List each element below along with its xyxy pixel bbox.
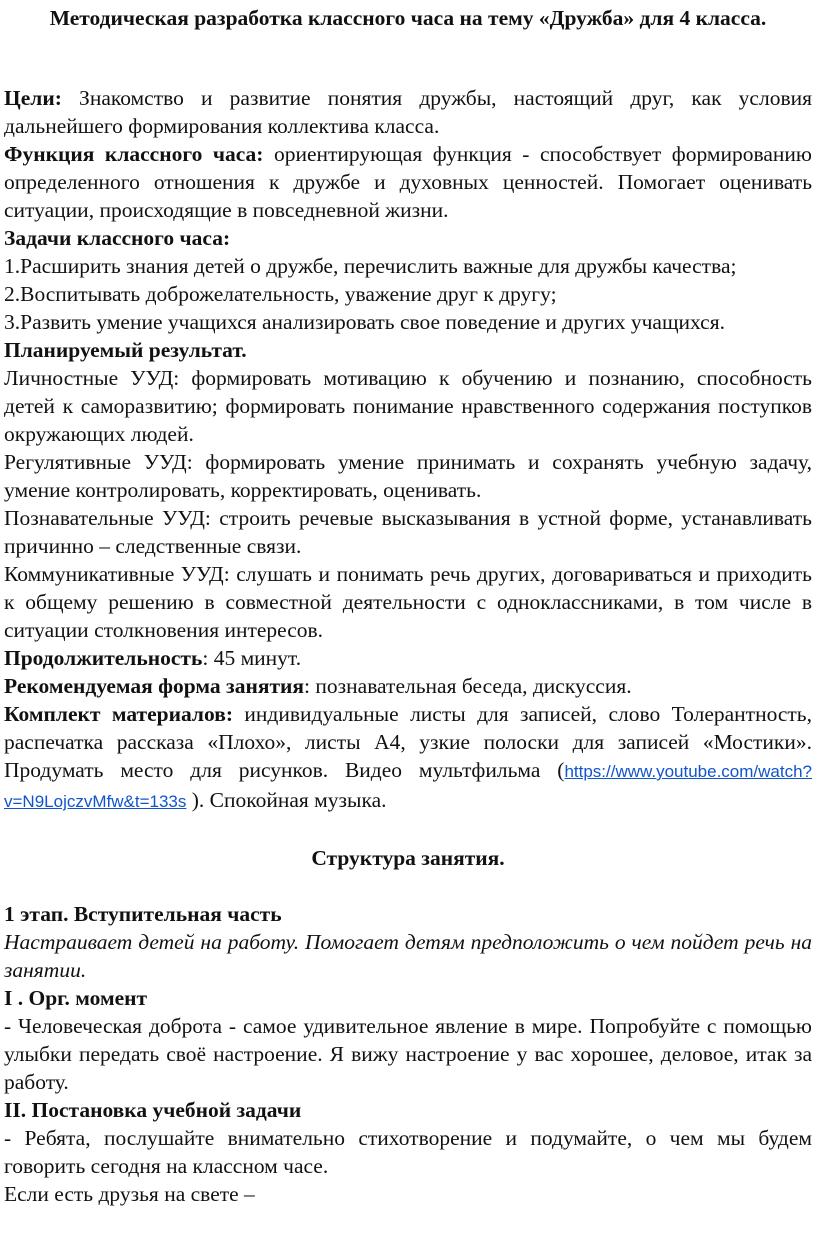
materials-after: ). Спокойная музыка.	[186, 788, 387, 812]
materials-paragraph	[4, 700, 812, 816]
result-cognitive: Познавательные УУД: строить речевые высказывания в устной форме, устанавливать причинно – следственные связи.	[4, 506, 812, 558]
form-text: : познавательная беседа, дискуссия.	[304, 674, 632, 698]
function-text: ориентирующая функция - способствует формированию определенного отношения к дружбе и духовных ценностей. Помогает оценивать ситуации, происходящие в повседневной жизни.	[4, 142, 812, 222]
stage1-heading: 1 этап. Вступительная часть	[4, 902, 282, 926]
duration-paragraph	[4, 644, 812, 672]
video-link[interactable]: https://www.youtube.com/watch?v=N9LojczvMfw&t=133s	[4, 762, 812, 811]
task-item: 3.Развить умение учащихся анализировать свое поведение и других учащихся.	[4, 310, 725, 334]
result-regulatory: Регулятивные УУД: формировать умение принимать и сохранять учебную задачу, умение контролировать, корректировать, оценивать.	[4, 450, 812, 502]
form-paragraph	[4, 672, 812, 700]
materials-text: индивидуальные листы для записей, слово Толерантность, распечатка рассказа «Плохо», листы А4, узкие полоски для записей «Мостики». Продумать место для рисунков. Видео мультфильма (	[4, 702, 812, 782]
duration-label: Продолжительность	[4, 646, 203, 670]
goals-text: Знакомство и развитие понятия дружбы, настоящий друг, как условия дальнейшего формирования коллектива класса.	[4, 86, 812, 138]
org-text: - Человеческая доброта - самое удивительное явление в мире. Попробуйте с помощью улыбки передать своё настроение. Я вижу настроение у вас хорошее, деловое, итак за работу.	[4, 1014, 812, 1094]
form-label: Рекомендуемая форма занятия	[4, 674, 305, 698]
structure-heading: Структура занятия.	[311, 846, 505, 870]
duration-text: : 45 минут.	[202, 646, 302, 670]
page-title: Методическая разработка классного часа на тему «Дружба» для 4 класса.	[49, 6, 767, 30]
function-paragraph	[4, 140, 812, 224]
results-heading: Планируемый результат.	[4, 338, 247, 362]
result-communicative: Коммуникативные УУД: слушать и понимать речь других, договариваться и приходить к общему решению в совместной деятельности с одноклассниками, в том числе в ситуации столкновения интересов.	[4, 562, 812, 642]
goals-label: Цели:	[4, 86, 62, 110]
task-setting-text: - Ребята, послушайте внимательно стихотворение и подумайте, о чем мы будем говорить сегодня на классном часе.	[4, 1126, 812, 1178]
tasks-heading: Задачи классного часа:	[4, 226, 231, 250]
task-item: 2.Воспитывать доброжелательность, уважение друг к другу;	[4, 282, 557, 306]
result-personal: Личностные УУД: формировать мотивацию к обучению и познанию, способность детей к саморазвитию; формировать понимание нравственного содержания поступков окружающих людей.	[4, 366, 812, 446]
task-setting-heading: II. Постановка учебной задачи	[4, 1098, 302, 1122]
stage1-description: Настраивает детей на работу. Помогает детям предположить о чем пойдет речь на занятии.	[4, 930, 812, 982]
goals-paragraph	[4, 84, 812, 140]
document-body	[4, 84, 812, 1208]
org-heading: I . Орг. момент	[4, 986, 148, 1010]
poem-line: Если есть друзья на свете –	[4, 1182, 255, 1206]
materials-label: Комплект материалов:	[4, 702, 233, 726]
task-item: 1.Расширить знания детей о дружбе, перечислить важные для дружбы качества;	[4, 254, 737, 278]
function-label: Функция классного часа:	[4, 142, 264, 166]
